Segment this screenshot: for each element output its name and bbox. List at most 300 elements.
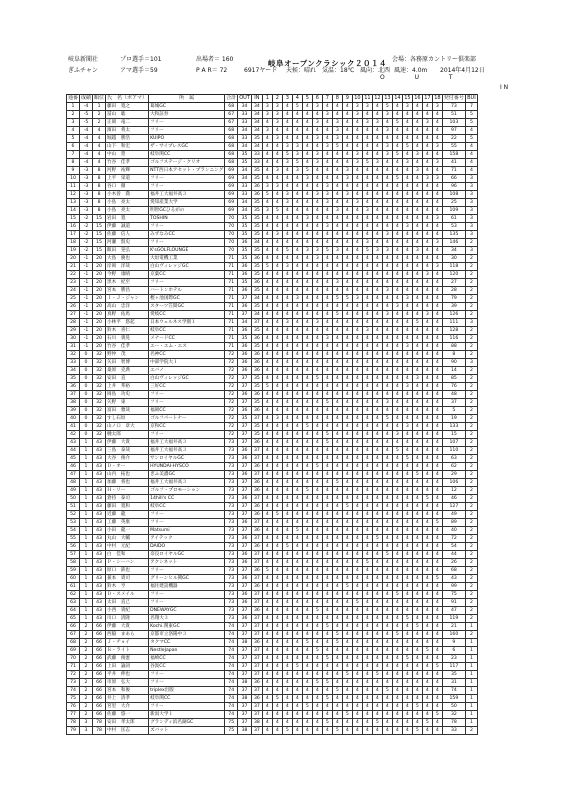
table-cell: 4 — [422, 263, 432, 271]
table-cell: 4 — [372, 591, 382, 599]
table-cell: 3 — [342, 175, 352, 183]
table-row — [67, 303, 478, 311]
table-cell: 4 — [332, 215, 342, 223]
table-cell: 4 — [302, 151, 312, 159]
table-cell: 4 — [362, 383, 372, 391]
table-cell: 20 — [93, 271, 106, 279]
table-cell: 36 — [238, 263, 252, 271]
table-cell: 4 — [282, 703, 292, 711]
table-cell: 4 — [362, 167, 372, 175]
table-cell: 4 — [322, 503, 332, 511]
table-cell: 4 — [422, 351, 432, 359]
table-cell: 3 — [382, 311, 392, 319]
table-cell: 3 — [312, 191, 322, 199]
table-cell: 4 — [302, 543, 312, 551]
table-cell: 5 — [302, 167, 312, 175]
table-cell: 4 — [432, 439, 442, 447]
wind-speed: 風速：4.0m — [394, 67, 428, 74]
table-cell: 4 — [392, 423, 402, 431]
table-cell: 4 — [412, 495, 422, 503]
table-cell: 38 — [238, 679, 252, 687]
table-cell: 4 — [322, 319, 332, 327]
table-cell: 4 — [342, 199, 352, 207]
table-row — [67, 495, 478, 503]
table-cell: 4 — [392, 687, 402, 695]
table-cell: 4 — [392, 439, 402, 447]
table-cell: 4 — [272, 159, 282, 167]
table-cell: 36 — [238, 287, 252, 295]
column-header: 18 — [434, 95, 441, 101]
table-cell: 4 — [292, 375, 302, 383]
table-cell: 4 — [422, 583, 432, 591]
table-cell: 4 — [312, 231, 322, 239]
table-cell: KUIPO — [149, 135, 225, 143]
table-cell: 74 — [225, 631, 238, 639]
table-cell: 岸岡 洋哉 — [106, 263, 149, 271]
table-row — [67, 463, 478, 471]
table-cell: DAIDO — [149, 543, 225, 551]
table-cell: 倉持 泰司 — [106, 495, 149, 503]
column-header: 5 — [302, 95, 312, 103]
table-cell: 4 — [332, 175, 342, 183]
table-cell: 4 — [402, 335, 412, 343]
table-row — [67, 447, 478, 455]
table-cell: 4 — [352, 495, 362, 503]
table-cell: 4 — [332, 607, 342, 615]
table-cell: 4 — [282, 471, 292, 479]
table-cell: フリー — [149, 599, 225, 607]
table-cell: 4 — [302, 535, 312, 543]
table-cell: 中山 豊 — [106, 151, 149, 159]
table-cell: 5 — [372, 535, 382, 543]
table-cell: 73 — [225, 559, 238, 567]
table-cell: 3 — [282, 319, 292, 327]
table-cell: 4 — [262, 223, 272, 231]
table-cell: -1 — [80, 287, 93, 295]
table-cell: 4 — [262, 391, 272, 399]
table-cell: 4 — [392, 647, 402, 655]
table-cell: 4 — [392, 399, 402, 407]
table-cell: 5 — [262, 191, 272, 199]
table-cell: 4 — [292, 503, 302, 511]
table-cell: 井上 清孝 — [106, 695, 149, 703]
table-cell: 4 — [362, 639, 372, 647]
table-cell: 1 — [465, 687, 477, 695]
table-cell: 4 — [262, 151, 272, 159]
table-cell: 4 — [322, 415, 332, 423]
table-cell: 4 — [342, 575, 352, 583]
table-cell: 3 — [282, 191, 292, 199]
table-cell: 4 — [382, 215, 392, 223]
table-cell: 4 — [272, 591, 282, 599]
table-cell: 37 — [251, 615, 262, 623]
table-cell: 5 — [282, 151, 292, 159]
table-cell: 4 — [272, 175, 282, 183]
table-cell: 5 — [292, 103, 302, 111]
table-cell: DNEWAYGC — [149, 607, 225, 615]
table-cell: 4 — [402, 479, 412, 487]
table-cell: 22 — [67, 271, 80, 279]
table-cell: 34 — [238, 103, 252, 111]
table-cell: 4 — [422, 503, 432, 511]
table-cell: 4 — [392, 535, 402, 543]
table-cell: 4 — [432, 327, 442, 335]
table-cell: 4 — [412, 415, 422, 423]
table-cell: 1 — [80, 527, 93, 535]
table-cell: 4 — [272, 223, 282, 231]
table-cell: 4 — [422, 631, 432, 639]
table-cell: 4 — [372, 439, 382, 447]
table-cell: 4 — [292, 383, 302, 391]
table-cell: 4 — [312, 519, 322, 527]
table-cell: 4 — [372, 135, 382, 143]
table-cell: 4 — [392, 719, 402, 727]
table-cell: 4 — [372, 279, 382, 287]
table-cell: 4 — [402, 471, 412, 479]
table-cell: 72 — [225, 391, 238, 399]
table-cell: 73 — [225, 511, 238, 519]
table-cell: 43 — [442, 575, 465, 583]
table-cell: 8 — [93, 175, 106, 183]
table-cell: 4 — [412, 447, 422, 455]
table-cell: 4 — [372, 663, 382, 671]
table-cell: 4 — [362, 143, 372, 151]
table-cell: 4 — [302, 447, 312, 455]
table-cell: 藤田 寛之 — [106, 103, 149, 111]
table-cell: 4 — [322, 423, 332, 431]
table-cell: 4 — [302, 383, 312, 391]
table-cell: 4 — [412, 583, 422, 591]
table-cell: 4 — [292, 207, 302, 215]
table-cell: 69 — [225, 167, 238, 175]
table-row — [67, 719, 478, 727]
table-cell: 4 — [342, 287, 352, 295]
table-cell: 116 — [442, 335, 465, 343]
table-cell: 4 — [362, 583, 372, 591]
table-cell: 4 — [312, 199, 322, 207]
table-cell: 4 — [412, 271, 422, 279]
table-cell: 樋太郎 — [106, 431, 149, 439]
table-cell: 4 — [292, 559, 302, 567]
table-cell: 2 — [465, 615, 477, 623]
table-cell: 4 — [322, 207, 332, 215]
table-cell: 4 — [432, 703, 442, 711]
table-cell: 35 — [251, 431, 262, 439]
table-cell: 4 — [382, 167, 392, 175]
table-cell: 4 — [332, 511, 342, 519]
table-cell: 1 — [465, 647, 477, 655]
table-cell: 2 — [80, 639, 93, 647]
table-cell: 4 — [342, 447, 352, 455]
table-cell: 36 — [238, 615, 252, 623]
table-cell: 5 — [332, 295, 342, 303]
table-cell: 4 — [352, 271, 362, 279]
table-cell: 伊藤 大貴 — [106, 623, 149, 631]
table-cell: 4 — [342, 631, 352, 639]
table-cell: 4 — [262, 543, 272, 551]
table-cell: 74 — [225, 671, 238, 679]
table-cell: 4 — [332, 543, 342, 551]
table-cell: 35 — [251, 263, 262, 271]
table-cell: 4 — [322, 151, 332, 159]
table-cell: 4 — [362, 663, 372, 671]
table-cell: 4 — [372, 263, 382, 271]
table-cell: 36 — [238, 407, 252, 415]
table-row — [67, 543, 478, 551]
table-cell: 39 — [67, 407, 80, 415]
table-cell: 4 — [292, 591, 302, 599]
table-cell: 37 — [251, 727, 262, 735]
column-header: 発付番号 — [443, 95, 464, 101]
table-cell: 大和証券 — [149, 111, 225, 119]
table-cell: 4 — [352, 263, 362, 271]
table-cell: 3 — [392, 303, 402, 311]
table-cell: 4 — [362, 535, 372, 543]
table-cell: 4 — [262, 431, 272, 439]
table-cell: 4 — [402, 351, 412, 359]
table-cell: 4 — [262, 423, 272, 431]
table-cell: 4 — [402, 431, 412, 439]
table-cell: 68 — [67, 639, 80, 647]
table-cell: 75 — [225, 719, 238, 727]
table-cell: 4 — [432, 727, 442, 735]
table-cell: 4 — [372, 399, 382, 407]
table-cell: 4 — [352, 167, 362, 175]
table-cell: 33 — [67, 359, 80, 367]
table-cell: 4 — [312, 655, 322, 663]
table-cell: 4 — [422, 711, 432, 719]
table-cell: 4 — [282, 575, 292, 583]
table-cell: 4 — [272, 647, 282, 655]
table-cell: 4 — [272, 687, 282, 695]
table-cell: 4 — [302, 271, 312, 279]
table-cell: 4 — [382, 679, 392, 687]
table-cell: 72 — [225, 367, 238, 375]
table-cell: 54 — [442, 543, 465, 551]
table-cell: フリー — [149, 511, 225, 519]
table-cell: 37 — [251, 703, 262, 711]
table-cell: 0 — [80, 359, 93, 367]
table-cell: 4 — [422, 295, 432, 303]
table-cell: 3 — [262, 111, 272, 119]
table-cell: 4 — [392, 111, 402, 119]
table-cell: 4 — [422, 215, 432, 223]
table-cell: 4 — [412, 567, 422, 575]
table-cell: 4 — [322, 127, 332, 135]
table-cell: 2 — [465, 407, 477, 415]
table-cell: 3 — [465, 191, 477, 199]
table-cell: 4 — [312, 623, 322, 631]
table-cell: 3 — [272, 111, 282, 119]
column-header: 12 — [374, 95, 381, 101]
table-cell: 4 — [412, 655, 422, 663]
table-cell: 4 — [342, 111, 352, 119]
table-cell: 4 — [342, 471, 352, 479]
table-cell: 5 — [322, 679, 332, 687]
table-cell: 4 — [362, 215, 372, 223]
table-cell: 4 — [272, 679, 282, 687]
table-cell: Ｉ・Ｊ・ジャン — [106, 295, 149, 303]
table-cell: 4 — [282, 423, 292, 431]
table-cell: 5 — [332, 639, 342, 647]
table-cell: 4 — [302, 607, 312, 615]
table-cell: 4 — [382, 463, 392, 471]
table-cell: 70 — [225, 247, 238, 255]
table-cell: 4 — [342, 647, 352, 655]
table-cell: 4 — [272, 711, 282, 719]
table-cell: 75 — [67, 695, 80, 703]
table-cell: 4 — [392, 671, 402, 679]
table-cell: 4 — [262, 159, 272, 167]
table-cell: 4 — [392, 255, 402, 263]
table-cell: 12 — [67, 191, 80, 199]
table-cell: 4 — [392, 215, 402, 223]
table-cell: 4 — [465, 167, 477, 175]
table-cell: 1 — [465, 679, 477, 687]
table-cell: 4 — [312, 207, 322, 215]
table-cell: 37 — [238, 671, 252, 679]
table-cell: -2 — [80, 231, 93, 239]
table-cell: 29 — [442, 471, 465, 479]
table-cell: 4 — [312, 479, 322, 487]
table-cell: 4 — [292, 127, 302, 135]
table-cell: 4 — [422, 415, 432, 423]
table-cell: 4 — [312, 423, 322, 431]
table-cell: 5 — [412, 623, 422, 631]
table-cell: 4 — [322, 663, 332, 671]
table-row — [67, 559, 478, 567]
table-cell: 21 — [442, 623, 465, 631]
table-cell: 4 — [392, 295, 402, 303]
table-cell: 4 — [262, 375, 272, 383]
table-cell: 4 — [322, 383, 332, 391]
table-cell: 4 — [262, 279, 272, 287]
table-cell: 4 — [372, 359, 382, 367]
table-cell: 3 — [362, 119, 372, 127]
table-cell: 4 — [432, 671, 442, 679]
table-cell: 4 — [292, 287, 302, 295]
table-cell: 4 — [282, 271, 292, 279]
table-cell: 2 — [465, 439, 477, 447]
table-cell: 4 — [332, 199, 342, 207]
table-cell: 4 — [322, 551, 332, 559]
table-cell: 4 — [282, 607, 292, 615]
table-cell: 小西 貴紀 — [106, 607, 149, 615]
table-cell: 4 — [422, 655, 432, 663]
table-cell: 4 — [302, 287, 312, 295]
table-cell: 4 — [362, 135, 372, 143]
table-cell: 32 — [93, 375, 106, 383]
table-cell: 3 — [332, 135, 342, 143]
table-cell: 3 — [352, 111, 362, 119]
table-cell: 4 — [302, 223, 312, 231]
table-cell: 4 — [352, 527, 362, 535]
table-cell: 川口 清隆 — [106, 615, 149, 623]
table-cell: 4 — [412, 599, 422, 607]
table-cell: 36 — [251, 359, 262, 367]
table-cell: 85 — [442, 375, 465, 383]
table-cell: 4 — [402, 623, 412, 631]
table-cell: 4 — [262, 631, 272, 639]
table-cell: 36 — [251, 479, 262, 487]
table-cell: 20 — [93, 343, 106, 351]
table-cell: 32 — [93, 367, 106, 375]
table-cell: 4 — [272, 703, 282, 711]
table-row — [67, 519, 478, 527]
table-cell: 4 — [332, 167, 342, 175]
table-cell: 37 — [238, 719, 252, 727]
table-cell: 4 — [372, 303, 382, 311]
table-cell: 4 — [332, 695, 342, 703]
table-cell: 4 — [342, 327, 352, 335]
table-cell: 4 — [412, 487, 422, 495]
table-cell: 36 — [251, 527, 262, 535]
table-cell: 4 — [342, 639, 352, 647]
table-cell: 4 — [272, 391, 282, 399]
table-cell: 4 — [382, 711, 392, 719]
table-cell: 4 — [422, 247, 432, 255]
table-cell: 4 — [392, 639, 402, 647]
table-cell: 4 — [332, 303, 342, 311]
table-cell: 70 — [225, 239, 238, 247]
table-cell: 4 — [362, 511, 372, 519]
table-cell: 1 — [465, 695, 477, 703]
table-cell: 4 — [352, 567, 362, 575]
table-cell: 4 — [352, 415, 362, 423]
table-cell: 4 — [392, 711, 402, 719]
table-cell: 4 — [412, 159, 422, 167]
table-cell: 4 — [262, 519, 272, 527]
table-cell: 73 — [225, 471, 238, 479]
table-cell: 4 — [412, 559, 422, 567]
table-cell: 4 — [382, 159, 392, 167]
table-cell: 4 — [312, 663, 322, 671]
table-cell: 三好CC — [149, 383, 225, 391]
table-cell: 4 — [402, 519, 412, 527]
table-cell: 73 — [225, 551, 238, 559]
org-name: 岐阜新聞社 — [68, 56, 99, 63]
table-cell: 4 — [382, 455, 392, 463]
table-cell: 4 — [342, 519, 352, 527]
table-cell: 4 — [372, 207, 382, 215]
table-cell: 4 — [282, 303, 292, 311]
table-cell: 4 — [322, 167, 332, 175]
table-cell: 73 — [225, 583, 238, 591]
table-cell: 近藤 龍 — [106, 511, 149, 519]
table-cell: 冨山 聡 — [106, 111, 149, 119]
table-cell: 4 — [392, 279, 402, 287]
table-cell: 55 — [442, 143, 465, 151]
table-cell: 4 — [292, 535, 302, 543]
table-cell: 43 — [93, 455, 106, 463]
table-cell: 4 — [372, 343, 382, 351]
table-cell: 4 — [332, 559, 342, 567]
table-cell: 4 — [322, 255, 332, 263]
table-cell: 4 — [312, 703, 322, 711]
table-cell: 4 — [402, 311, 412, 319]
table-cell: 4 — [382, 639, 392, 647]
column-header: 4 — [292, 95, 302, 103]
column-header: 所 属 — [149, 95, 225, 103]
table-cell: 4 — [352, 359, 362, 367]
table-cell: 4 — [312, 279, 322, 287]
table-cell: 4 — [362, 343, 372, 351]
table-cell: 1 — [80, 495, 93, 503]
table-cell: 74 — [442, 687, 465, 695]
table-cell: 4 — [402, 487, 412, 495]
table-cell: 4 — [282, 231, 292, 239]
table-cell: 4 — [432, 719, 442, 727]
